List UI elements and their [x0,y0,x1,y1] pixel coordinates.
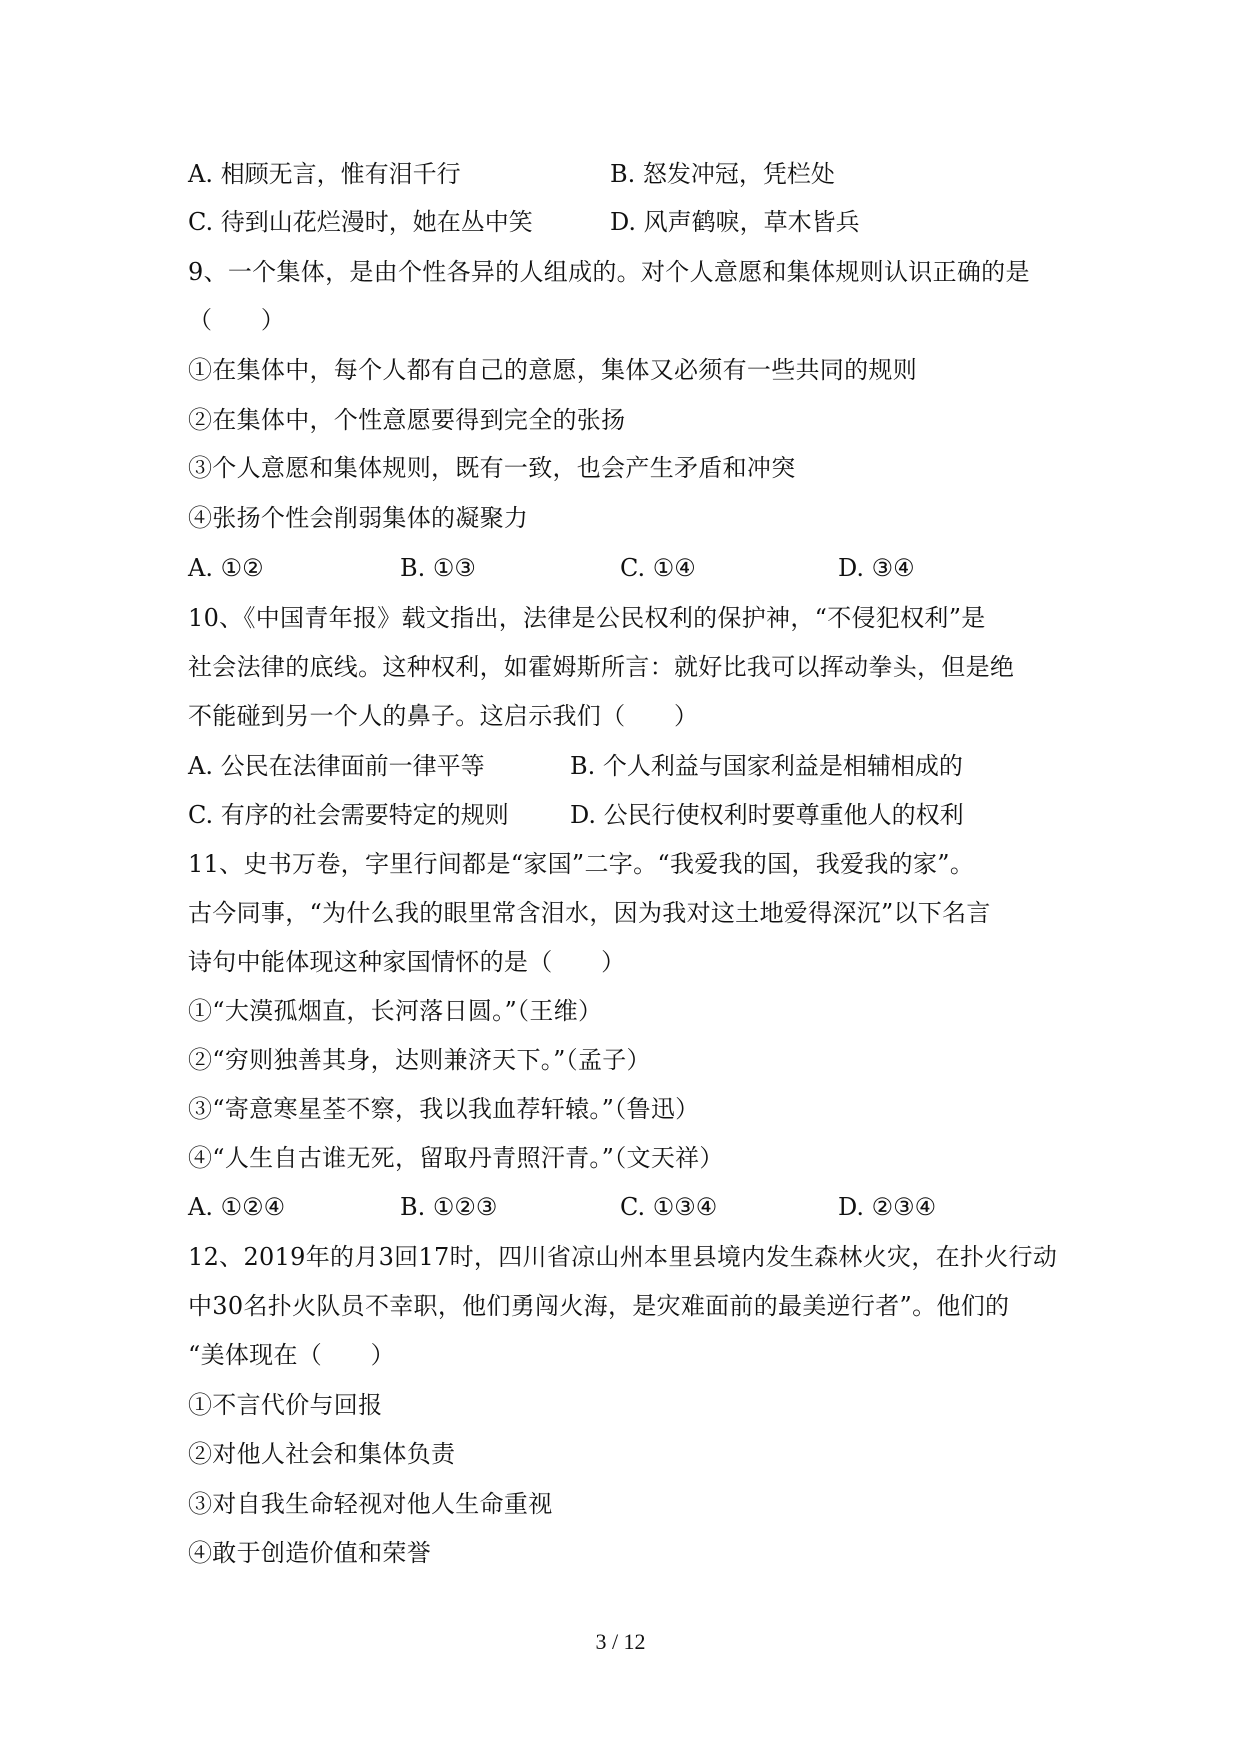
q9-option-b: B. ①③ [400,554,476,582]
q8-option-c: C. 待到山花烂漫时，她在丛中笑 [188,208,533,236]
q9-option-a: A. ①② [188,554,264,582]
q10-stem-line-1: 10、《中国青年报》载文指出，法律是公民权利的保护神，“不侵犯权利”是 [188,604,986,632]
q12-item-3: ③对自我生命轻视对他人生命重视 [188,1490,553,1518]
q8-option-b: B. 怒发冲冠，凭栏处 [610,160,835,188]
q12-stem-line-3: “美体现在（ ） [188,1341,395,1369]
q11-item-2: ②“穷则独善其身，达则兼济天下。”（孟子） [188,1046,651,1074]
q12-stem-line-2: 中30名扑火队员不幸职，他们勇闯火海，是灾难面前的最美逆行者”。他们的 [188,1292,1010,1320]
q11-stem-line-1: 11、史书万卷，字里行间都是“家国”二字。“我爱我的国，我爱我的家”。 [188,850,975,878]
page-number: 3 / 12 [595,1629,646,1654]
q10-options-row-1 [188,750,1068,782]
q10-option-d: D. 公民行使权利时要尊重他人的权利 [570,801,964,829]
q12-item-1: ①不言代价与回报 [188,1391,383,1419]
q10-option-b: B. 个人利益与国家利益是相辅相成的 [570,752,963,780]
q11-stem-line-2: 古今同事，“为什么我的眼里常含泪水，因为我对这土地爱得深沉”以下名言 [188,899,991,927]
q10-options-row-2 [188,799,1068,831]
q12-item-4: ④敢于创造价值和荣誉 [188,1539,431,1567]
q8-option-d: D. 风声鹤唳，草木皆兵 [610,208,860,236]
q8-options-row-2 [188,206,1068,238]
q9-item-3: ③个人意愿和集体规则，既有一致，也会产生矛盾和冲突 [188,454,796,482]
q8-options-row-1 [188,158,1068,190]
q10-option-c: C. 有序的社会需要特定的规则 [188,801,509,829]
q9-stem-line-1: 9、一个集体，是由个性各异的人组成的。对个人意愿和集体规则认识正确的是 [188,258,1030,286]
q9-item-1: ①在集体中，每个人都有自己的意愿，集体又必须有一些共同的规则 [188,356,917,384]
q11-option-a: A. ①②④ [188,1193,286,1221]
q11-option-c: C. ①③④ [620,1193,718,1221]
q11-option-d: D. ②③④ [838,1193,937,1221]
q11-options-row [188,1191,1068,1223]
q12-item-2: ②对他人社会和集体负责 [188,1440,456,1468]
q11-item-4: ④“人生自古谁无死，留取丹青照汗青。”（文天祥） [188,1144,724,1172]
q10-stem-line-2: 社会法律的底线。这种权利，如霍姆斯所言：就好比我可以挥动拳头，但是绝 [188,653,1015,681]
q9-item-2: ②在集体中，个性意愿要得到完全的张扬 [188,406,626,434]
q11-item-3: ③“寄意寒星荃不察，我以我血荐轩辕。”（鲁迅） [188,1095,700,1123]
q9-options-row [188,552,1068,584]
q11-stem-line-3: 诗句中能体现这种家国情怀的是（ ） [188,948,626,976]
q12-stem-line-1: 12、2019年的月3回17时，四川省凉山州本里县境内发生森林火灾，在扑火行动 [188,1243,1058,1271]
q11-item-1: ①“大漠孤烟直，长河落日圆。”（王维） [188,997,603,1025]
q9-item-4: ④张扬个性会削弱集体的凝聚力 [188,504,529,532]
q10-stem-line-3: 不能碰到另一个人的鼻子。这启示我们（ ） [188,702,699,730]
q9-stem-line-2: （ ） [188,306,286,334]
q10-option-a: A. 公民在法律面前一律平等 [188,752,485,780]
q11-option-b: B. ①②③ [400,1193,498,1221]
q9-option-d: D. ③④ [838,554,915,582]
q8-option-a: A. 相顾无言，惟有泪千行 [188,160,461,188]
q9-option-c: C. ①④ [620,554,696,582]
